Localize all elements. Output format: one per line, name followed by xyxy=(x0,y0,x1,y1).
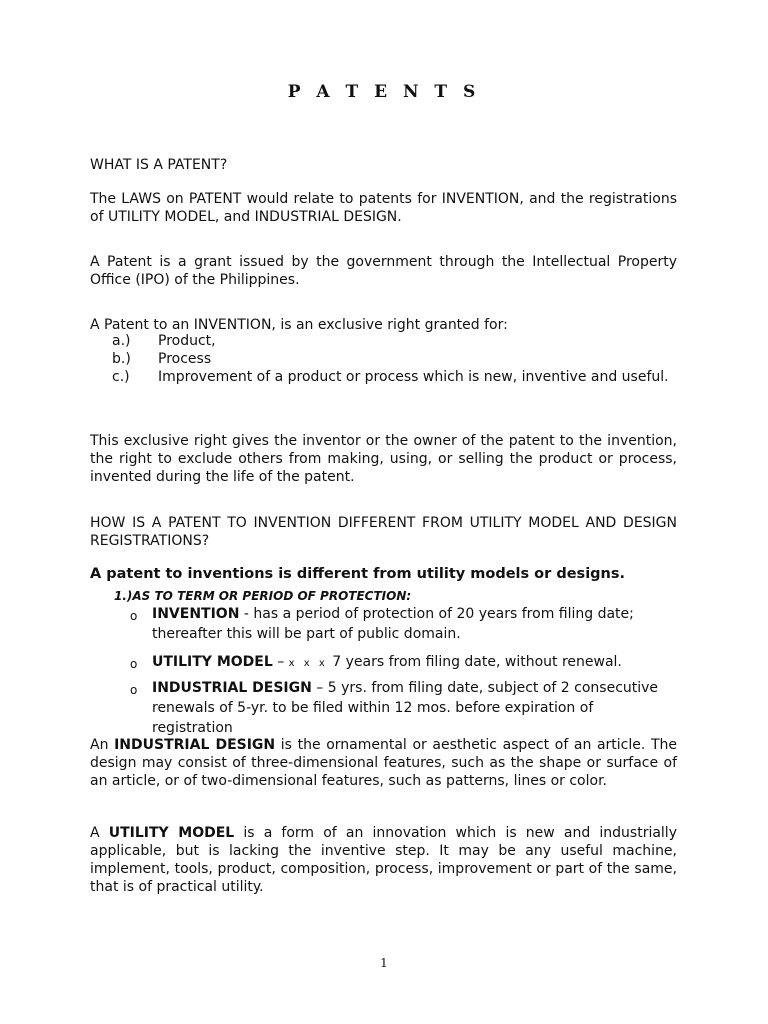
list-marker: a.) xyxy=(112,333,131,349)
bullet-body-continued: 7 years from filing date, without renewal. xyxy=(327,654,622,670)
paragraph-lead: An xyxy=(90,737,115,753)
bullet-marker: o xyxy=(130,683,138,697)
bullet-label: INVENTION xyxy=(152,606,240,622)
list-item-text: Improvement of a product or process which is new, inventive and useful. xyxy=(158,369,669,385)
paragraph-utility-model xyxy=(90,824,677,896)
omission-mark: x x x xyxy=(288,658,328,669)
bullet-marker: o xyxy=(130,609,138,623)
bullet-text xyxy=(152,652,670,674)
defined-term: UTILITY MODEL xyxy=(108,825,235,841)
invention-list xyxy=(112,332,677,386)
list-item-text: Product, xyxy=(158,333,216,349)
bullet-body: - has a period of protection of 20 years from filing date; thereafter this will be part of public domain. xyxy=(152,606,634,642)
bullet-label: UTILITY MODEL xyxy=(152,654,273,670)
paragraph-lead: A xyxy=(90,825,109,841)
list-item xyxy=(112,332,677,350)
bullet-body: – 5 yrs. from filing date, subject of 2 consecutive renewals of 5-yr. to be filed within 12 mos. before expiration of registration xyxy=(152,680,659,736)
bold-statement: A patent to inventions is different from utility models or designs. xyxy=(90,566,625,582)
bullet-marker: o xyxy=(130,657,138,671)
paragraph-body: is a form of an innovation which is new and industrially applicable, but is lacking the inventive step. It may be any useful machine, implement, tools, product, composition, process, improvement or part of the same, that is of practical utility. xyxy=(90,825,677,895)
bullet-invention xyxy=(130,604,670,644)
paragraph-grant: A Patent is a grant issued by the government through the Intellectual Property Office (IPO) of the Philippines. xyxy=(90,254,677,288)
list-item xyxy=(112,350,677,368)
paragraph-industrial-design xyxy=(90,736,677,790)
list-item xyxy=(112,368,677,386)
paragraph-exclusive-right: This exclusive right gives the inventor or the owner of the patent to the invention, the right to exclude others from making, using, or selling the product or process, invented during the life of the patent. xyxy=(90,433,677,485)
bullet-text xyxy=(152,678,670,738)
subheading-term: 1.)AS TO TERM OR PERIOD OF PROTECTION: xyxy=(114,589,412,603)
bullet-text xyxy=(152,604,670,644)
document-title: P A T E N T S xyxy=(287,82,481,102)
bullet-industrial-design xyxy=(130,678,670,738)
question-what-is-patent: WHAT IS A PATENT? xyxy=(90,157,228,173)
page-number: 1 xyxy=(380,956,388,970)
paragraph-invention-intro: A Patent to an INVENTION, is an exclusive right granted for: xyxy=(90,317,508,333)
list-marker: c.) xyxy=(112,369,130,385)
defined-term: INDUSTRIAL DESIGN xyxy=(114,737,276,753)
bullet-label: INDUSTRIAL DESIGN xyxy=(152,680,312,696)
paragraph-laws: The LAWS on PATENT would relate to patents for INVENTION, and the registrations of UTILITY MODEL, and INDUSTRIAL DESIGN. xyxy=(90,191,677,225)
list-marker: b.) xyxy=(112,351,131,367)
bullet-utility-model xyxy=(130,652,670,674)
question-how-different: HOW IS A PATENT TO INVENTION DIFFERENT FROM UTILITY MODEL AND DESIGN REGISTRATIONS? xyxy=(90,515,677,549)
paragraph-body: is the ornamental or aesthetic aspect of an article. The design may consist of three-dimensional features, such as the shape or surface of an article, or of two-dimensional features, such as patterns, lines or color. xyxy=(90,737,678,789)
bullet-body: – xyxy=(272,654,289,670)
list-item-text: Process xyxy=(158,351,212,367)
